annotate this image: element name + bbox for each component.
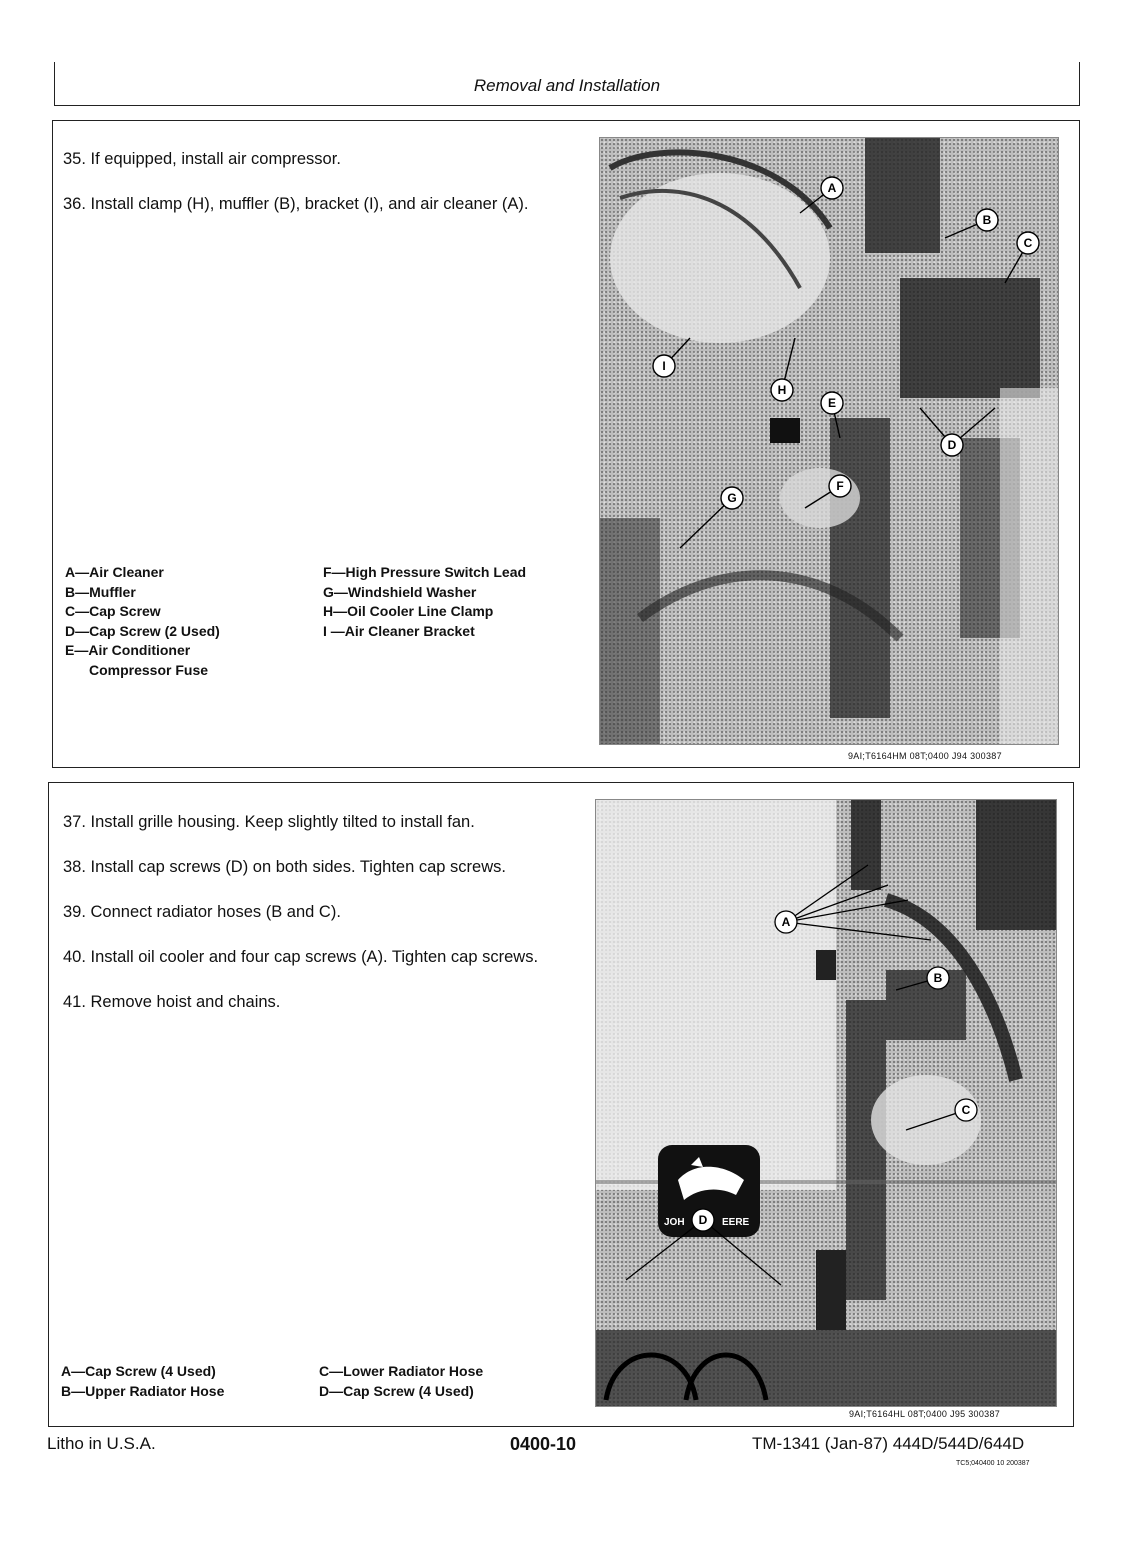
image-caption-2: 9AI;T6164HL 08T;0400 J95 300387 <box>849 1409 1001 1419</box>
callout-d2: D <box>698 1213 708 1227</box>
callout-f: F <box>836 479 844 493</box>
engine-photo-1 <box>599 137 1059 745</box>
section-grille-housing <box>48 782 1074 1427</box>
legend-item-d: D—Cap Screw (2 Used) <box>65 622 220 639</box>
legend-left <box>65 563 220 680</box>
footer-page-number: 0400-10 <box>510 1434 577 1454</box>
header-title: Removal and Installation <box>473 76 661 95</box>
legend-item-e-cont: Compressor Fuse <box>89 661 209 678</box>
callout-c2: C <box>961 1103 971 1117</box>
step-37: 37. Install grille housing. Keep slightly tilted to install fan. <box>63 813 475 831</box>
legend-item-f: F—High Pressure Switch Lead <box>323 564 527 580</box>
callout-h: H <box>777 383 787 397</box>
step-36: 36. Install clamp (H), muffler (B), bracket (I), and air cleaner (A). <box>63 195 529 213</box>
section-air-compressor <box>52 120 1080 768</box>
step-40: 40. Install oil cooler and four cap screws (A). Tighten cap screws. <box>63 948 539 966</box>
logo-text-right: EERE <box>722 1217 750 1228</box>
engine-photo-2-drawing <box>596 800 1056 1406</box>
footer-manual-id: TM-1341 (Jan-87) 444D/544D/644D <box>752 1434 1025 1453</box>
step-38: 38. Install cap screws (D) on both sides. Tighten cap screws. <box>63 858 506 876</box>
legend-right-2 <box>319 1362 483 1401</box>
callout-e: E <box>827 396 837 410</box>
legend-item-b2: B—Upper Radiator Hose <box>61 1382 225 1399</box>
legend-right <box>323 563 526 641</box>
logo-text-left: JOH <box>664 1217 685 1228</box>
step-39: 39. Connect radiator hoses (B and C). <box>63 903 341 921</box>
legend-left-2 <box>61 1362 224 1401</box>
legend-item-c2: C—Lower Radiator Hose <box>319 1363 484 1379</box>
engine-photo-1-drawing <box>600 138 1058 744</box>
step-35: 35. If equipped, install air compressor. <box>63 150 341 168</box>
legend-item-a2: A—Cap Screw (4 Used) <box>61 1363 216 1379</box>
footer-litho: Litho in U.S.A. <box>47 1434 156 1453</box>
legend-item-d2: D—Cap Screw (4 Used) <box>319 1382 474 1399</box>
step-41: 41. Remove hoist and chains. <box>63 993 281 1011</box>
legend-item-c: C—Cap Screw <box>65 603 161 619</box>
legend-item-b: B—Muffler <box>65 583 136 600</box>
engine-photo-2 <box>595 799 1057 1407</box>
callout-b: B <box>982 213 992 227</box>
legend-item-e: E—Air Conditioner <box>65 642 191 658</box>
legend-item-a: A—Air Cleaner <box>65 564 164 580</box>
callout-b2: B <box>933 971 943 985</box>
callout-i: I <box>662 359 666 373</box>
image-caption-1: 9AI;T6164HM 08T;0400 J94 300387 <box>848 751 1002 761</box>
callout-a: A <box>827 181 837 195</box>
legend-item-i: I —Air Cleaner Bracket <box>323 622 475 639</box>
footer-code: TC5;040400 10 200387 <box>956 1460 1030 1467</box>
page-header <box>54 62 1080 106</box>
steps-list-2 <box>63 811 567 1036</box>
callout-d: D <box>947 438 957 452</box>
steps-list <box>63 148 578 238</box>
callout-c: C <box>1023 236 1033 250</box>
callout-g: G <box>727 491 737 505</box>
legend-item-g: G—Windshield Washer <box>323 583 477 600</box>
legend-item-h: H—Oil Cooler Line Clamp <box>323 603 494 619</box>
callout-a2: A <box>781 915 791 929</box>
